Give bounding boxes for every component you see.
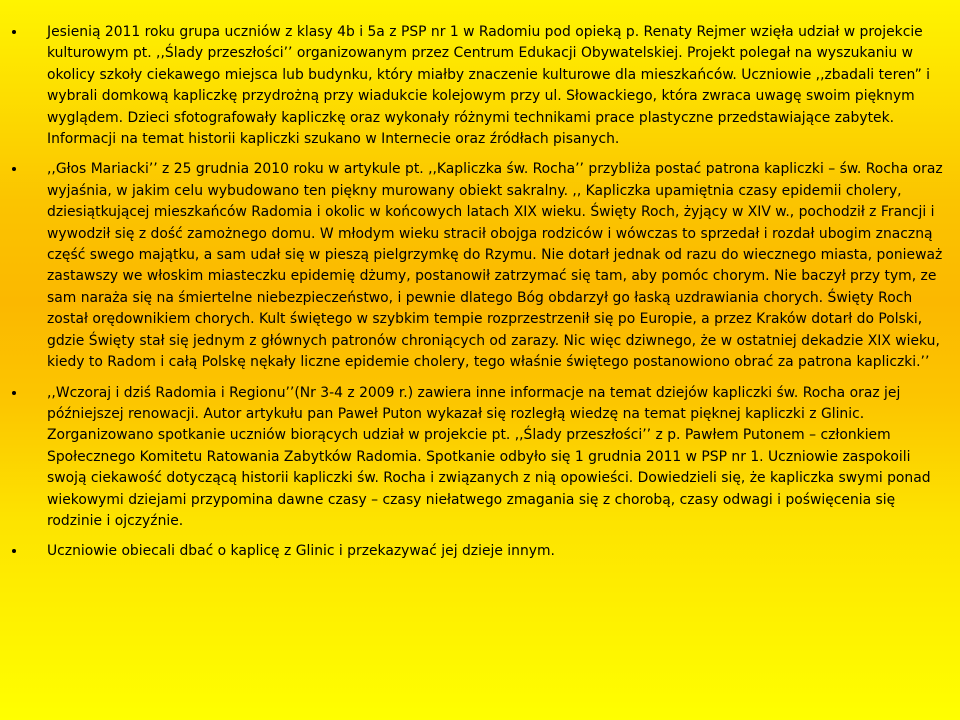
bullet-item-wczoraj-i-dzis (0, 383, 960, 533)
bullet-dot-icon (12, 167, 16, 171)
bullet-text: ,,Głos Mariacki’’ z 25 grudnia 2010 roku w artykule pt. ,,Kapliczka św. Rocha’’ przybliża postać patrona kapliczki – św. Rocha oraz wyjaśnia, w jakim celu wybudowano ten piękny murowany obiekt sakralny. ,, Kapliczka upamiętnia czasy epidemii cholery, dziesiątkującej mieszkańców Radomia i okolic w końcowych latach XIX wieku. Święty Roch, żyjący w XIV w., pochodził z Francji i wywodził się z dość zamożnego domu. W młodym wieku stracił obojga rodziców i wówczas to sprzedał i rozdał ubogim znaczną część swego majątku, a sam udał się w pieszą pielgrzymkę do Rzymu. Nie dotarł jednak od razu do wiecznego miasta, ponieważ zastawszy we włoskim miasteczku epidemię dżumy, postanowił zatrzymać się tam, aby pomóc chorym. Nie baczył przy tym, ze sam naraża się na śmiertelne niebezpieczeństwo, i pewnie dlatego Bóg obdarzył go łaską uzdrawiania chorych. Święty Roch został orędownikiem chorych. Kult świętego w szybkim tempie rozprzestrzenił się po Europie, a przez Kraków dotarł do Polski, gdzie Święty stał się jednym z głównych patronów chroniących od zarazy. Nic więc dziwnego, że w ostatniej dekadzie XIX wieku, kiedy to Radom i całą Polskę nękały liczne epidemie cholery, tego właśnie świętego postanowiono obrać za patrona kapliczki.’’ (47, 161, 943, 371)
bullet-item-glos-mariacki (0, 159, 960, 373)
bullet-list (0, 22, 960, 572)
bullet-dot-icon (12, 391, 16, 395)
bullet-item-project (0, 22, 960, 150)
bullet-dot-icon (12, 30, 16, 34)
bullet-item-promise (0, 541, 960, 562)
bullet-text: Uczniowie obiecali dbać o kaplicę z Glinic i przekazywać jej dzieje innym. (47, 543, 555, 560)
bullet-text: ,,Wczoraj i dziś Radomia i Regionu’’(Nr 3-4 z 2009 r.) zawiera inne informacje na temat dziejów kapliczki św. Rocha oraz jej późniejszej renowacji. Autor artykułu pan Paweł Puton wykazał się rozległą wiedzę na temat pięknej kapliczki z Glinic. Zorganizowano spotkanie uczniów biorących udział w projekcie pt. ,,Ślady przeszłości’’ z p. Pawłem Putonem – członkiem Społecznego Komitetu Ratowania Zabytków Radomia. Spotkanie odbyło się 1 grudnia 2011 w PSP nr 1. Uczniowie zaspokoili swoją ciekawość dotyczącą historii kapliczki św. Rocha i związanych z nią opowieści. Dowiedzieli się, że kapliczka swymi ponad wiekowymi dziejami przypomina dawne czasy – czasy niełatwego zmagania się z chorobą, czasy odwagi i poświęcenia się rodzinie i ojczyźnie. (47, 384, 931, 529)
bullet-text: Jesienią 2011 roku grupa uczniów z klasy 4b i 5a z PSP nr 1 w Radomiu pod opieką p. Renaty Rejmer wzięła udział w projekcie kulturowym pt. ,,Ślady przeszłości’’ organizowanym przez Centrum Edukacji Obywatelskiej. Projekt polegał na wyszukaniu w okolicy szkoły ciekawego miejsca lub budynku, który miałby znaczenie kulturowe dla mieszkańców. Uczniowie ,,zbadali teren” i wybrali domkową kapliczkę przydrożną przy wiadukcie kolejowym przy ul. Słowackiego, która zwraca uwagę swoim pięknym wyglądem. Dzieci sfotografowały kapliczkę oraz wykonały różnymi technikami prace plastyczne przedstawiające zabytek. Informacji na temat historii kapliczki szukano w Internecie oraz źródłach pisanych. (47, 24, 931, 148)
bullet-dot-icon (12, 549, 16, 553)
